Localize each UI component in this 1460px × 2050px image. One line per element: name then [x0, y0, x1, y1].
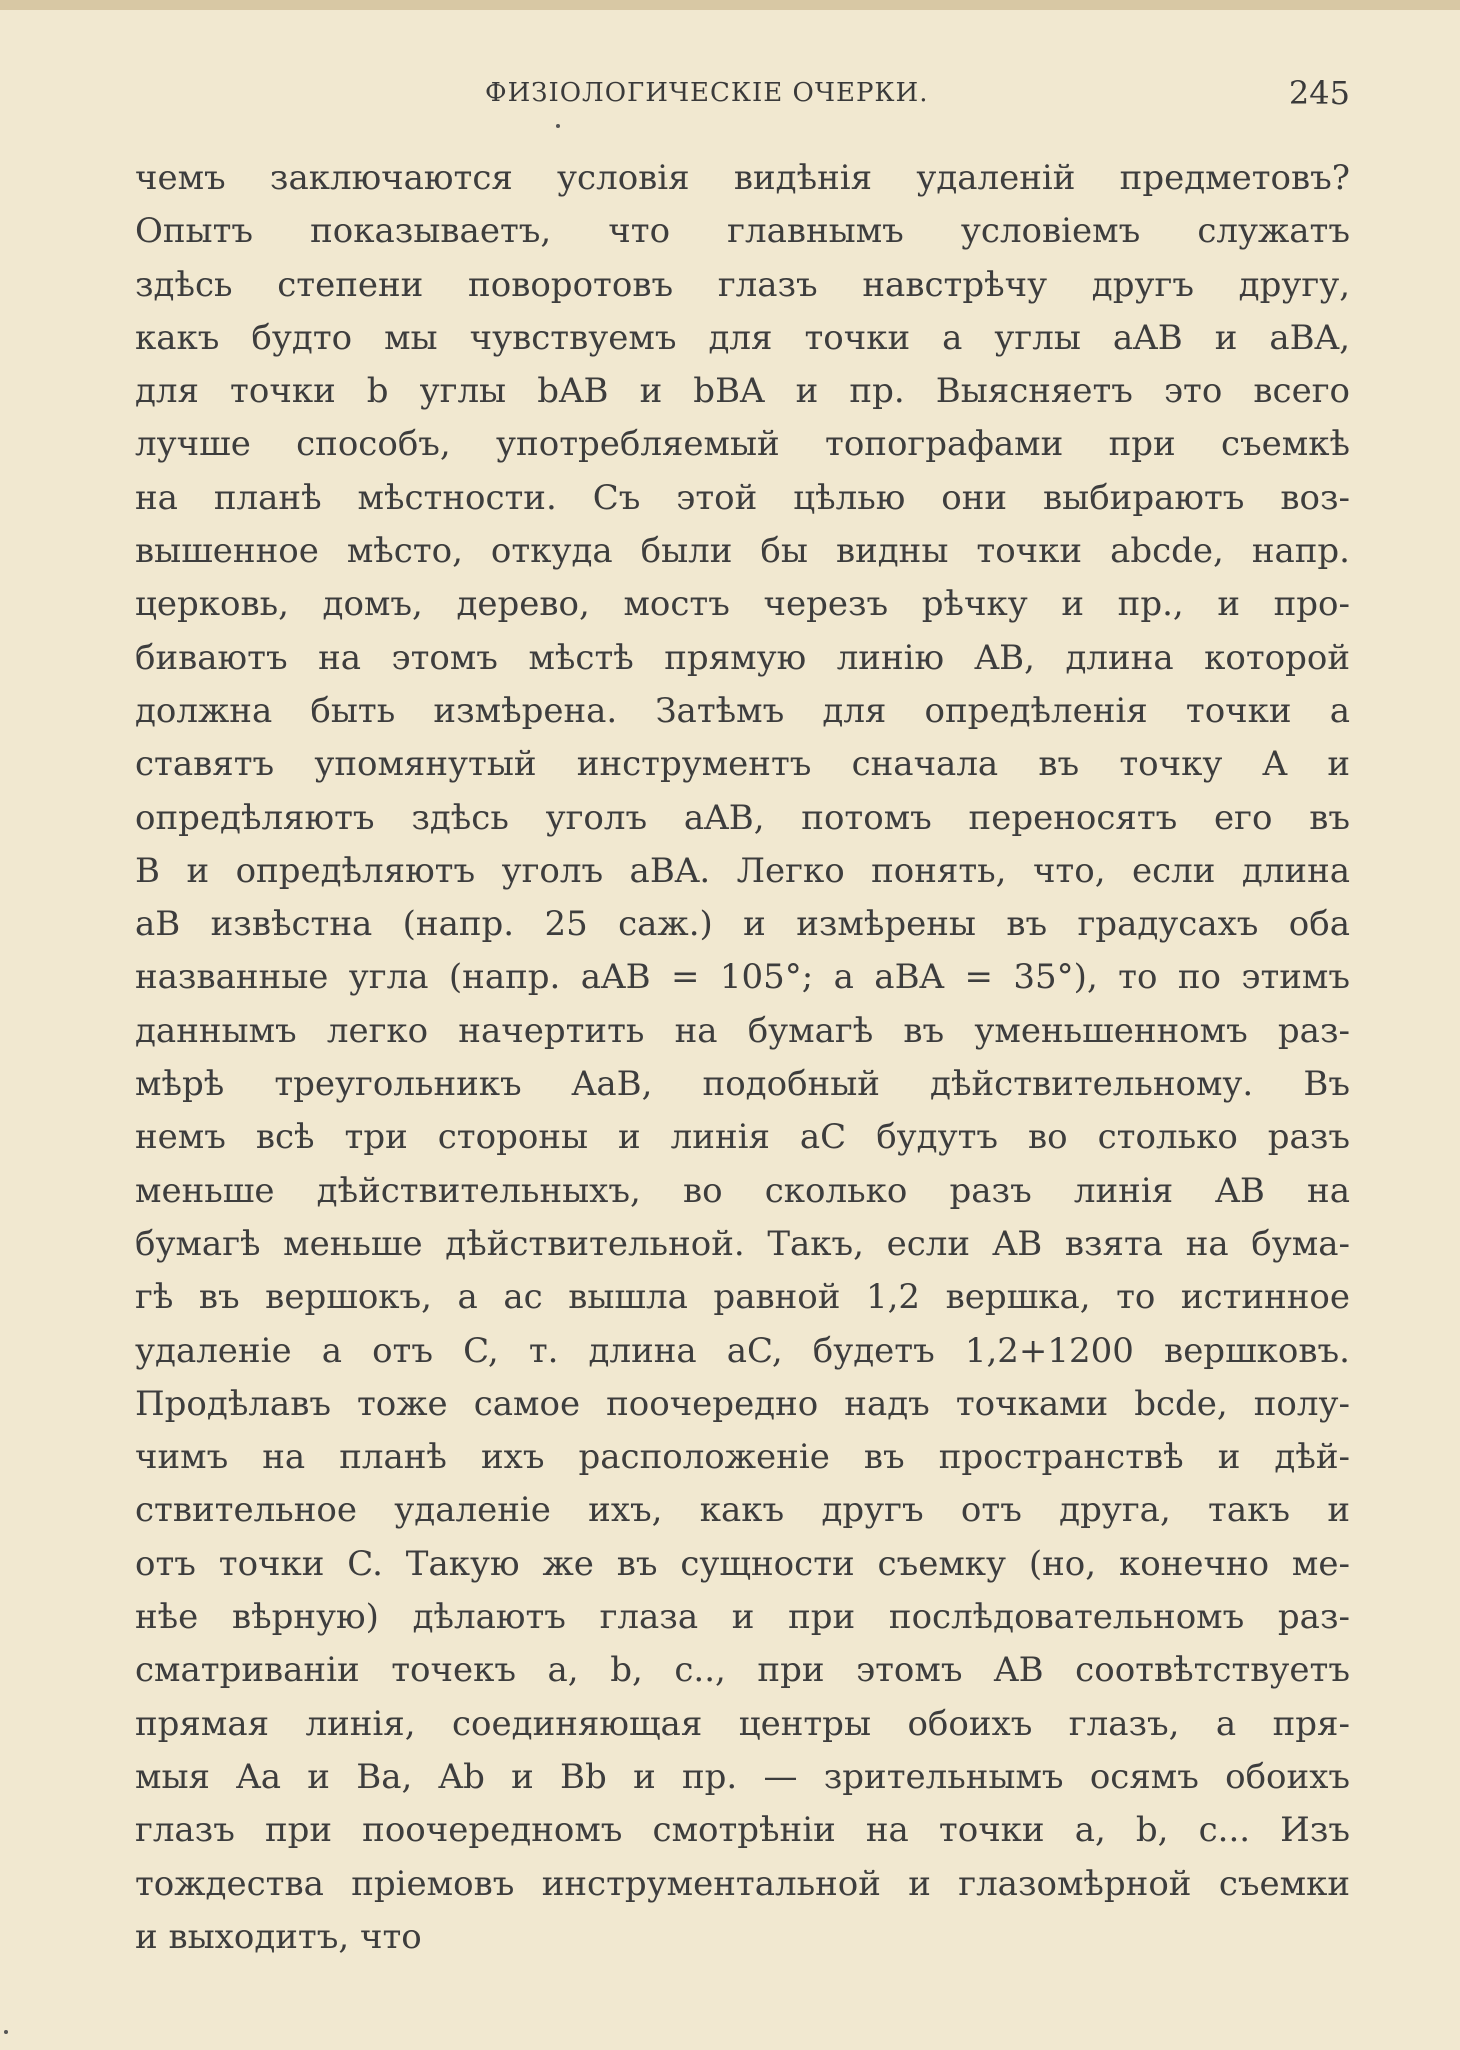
- text-line: церковь, домъ, дерево, мостъ черезъ рѣчку и пр., и про-: [135, 584, 1350, 625]
- text-line: какъ будто мы чувствуемъ для точки a углы aAB и aBA,: [135, 317, 1350, 358]
- text-line: меньше дѣйствительныхъ, во сколько разъ линія AB на: [135, 1170, 1350, 1211]
- text-line: для точки b углы bAB и bBA и пр. Выясняетъ это всего: [135, 371, 1350, 412]
- text-line: биваютъ на этомъ мѣстѣ прямую линію AB, длина которой: [135, 637, 1350, 678]
- text-line: гѣ въ вершокъ, а ac вышла равной 1,2 вершка, то истинное: [135, 1277, 1350, 1318]
- text-line: названные угла (напр. aAB = 105°; a aBA = 35°), то по этимъ: [135, 957, 1350, 998]
- text-line: отъ точки C. Такую же въ сущности съемку (но, конечно ме-: [135, 1543, 1350, 1584]
- text-line: сматриваніи точекъ a, b, c.., при этомъ AB соотвѣтствуетъ: [135, 1650, 1350, 1691]
- text-line: даннымъ легко начертить на бумагѣ въ уменьшенномъ раз-: [135, 1010, 1350, 1051]
- text-line: на планѣ мѣстности. Съ этой цѣлью они выбираютъ воз-: [135, 477, 1350, 518]
- text-line: чимъ на планѣ ихъ расположеніе въ пространствѣ и дѣй-: [135, 1437, 1350, 1478]
- text-line: должна быть измѣрена. Затѣмъ для опредѣленія точки a: [135, 690, 1350, 731]
- body-text: [135, 152, 1350, 1964]
- text-line: нѣе вѣрную) дѣлаютъ глаза и при послѣдовательномъ раз-: [135, 1597, 1350, 1638]
- text-line: немъ всѣ три стороны и линія aC будутъ во столько разъ: [135, 1117, 1350, 1158]
- text-line: ставятъ упомянутый инструментъ сначала въ точку A и: [135, 744, 1350, 785]
- text-line: B и опредѣляютъ уголъ aBA. Легко понять, что, если длина: [135, 850, 1350, 891]
- text-line: и выходитъ, что: [135, 1916, 422, 1957]
- text-line: удаленіе a отъ C, т. длина aC, будетъ 1,2+1200 вершковъ.: [135, 1330, 1350, 1371]
- text-line: мыя Aa и Ba, Ab и Bb и пр. — зрительнымъ осямъ обоихъ: [135, 1756, 1350, 1797]
- text-line: прямая линія, соединяющая центры обоихъ глазъ, а пря-: [135, 1703, 1350, 1744]
- text-line: опредѣляютъ здѣсь уголъ aAB, потомъ переносятъ его въ: [135, 797, 1350, 838]
- page-header: [135, 74, 1350, 124]
- text-line: глазъ при поочередномъ смотрѣніи на точки a, b, c... Изъ: [135, 1810, 1350, 1851]
- text-line: здѣсь степени поворотовъ глазъ навстрѣчу другъ другу,: [135, 264, 1350, 305]
- page-number: 245: [1288, 74, 1350, 112]
- text-line: мѣрѣ треугольникъ AaB, подобный дѣйствительному. Въ: [135, 1064, 1350, 1105]
- print-speck: [556, 124, 560, 128]
- text-line: чемъ заключаются условія видѣнія удаленій предметовъ?: [135, 158, 1350, 198]
- running-title: ФИЗІОЛОГИЧЕСКІЕ ОЧЕРКИ.: [485, 78, 929, 108]
- text-line: вышенное мѣсто, откуда были бы видны точки abcde, напр.: [135, 531, 1350, 572]
- text-line: aB извѣстна (напр. 25 саж.) и измѣрены въ градусахъ оба: [135, 904, 1350, 945]
- text-line: Продѣлавъ тоже самое поочередно надъ точками bcde, полу-: [135, 1383, 1350, 1424]
- text-line: ствительное удаленіе ихъ, какъ другъ отъ друга, такъ и: [135, 1490, 1350, 1531]
- text-line: Опытъ показываетъ, что главнымъ условіемъ служатъ: [135, 211, 1350, 252]
- text-line: лучше способъ, употребляемый топографами при съемкѣ: [135, 424, 1350, 465]
- text-line: тождества пріемовъ инструментальной и глазомѣрной съемки: [135, 1863, 1350, 1904]
- page-top-edge: [0, 0, 1460, 10]
- print-speck: [4, 2030, 8, 2034]
- text-line: бумагѣ меньше дѣйствительной. Такъ, если AB взята на бума-: [135, 1223, 1350, 1264]
